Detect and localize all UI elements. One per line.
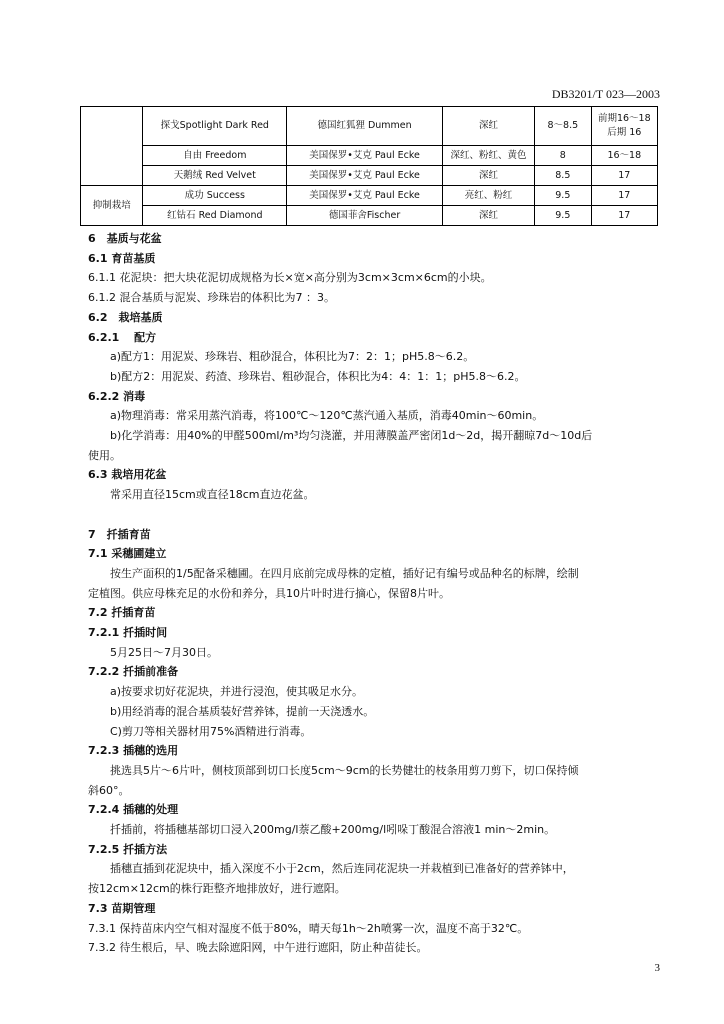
paragraph-line: 插穗直插到花泥块中，插入深度不小于2cm，然后连同花泥块一并栽植到已准备好的营养钵中，	[110, 862, 574, 876]
paragraph-line: a)按要求切好花泥块，并进行浸泡，使其吸足水分。	[110, 685, 364, 699]
breeder-cell: 美国保罗•艾克 Paul Ecke	[287, 146, 443, 166]
paragraph-line: 7.3.1 保持苗床内空气相对湿度不低于80%，晴天每1h～2h喷雾一次，温度不高于32℃。	[88, 921, 529, 935]
paragraph-line: 6.1.2 混合基质与泥炭、珍珠岩的体积比为7 ：3。	[88, 291, 335, 305]
period-cell: 17	[591, 166, 657, 186]
paragraph-line: 5月25日～7月30日。	[110, 645, 218, 659]
table-row	[81, 166, 658, 186]
variety-table	[80, 107, 658, 226]
ph-cell: 8	[535, 146, 592, 166]
paragraph-line: 常采用直径15cm或直径18cm直边花盆。	[110, 488, 315, 502]
color-cell: 深红	[442, 166, 534, 186]
breeder-cell: 美国保罗•艾克 Paul Ecke	[287, 186, 443, 206]
ph-cell: 9.5	[535, 186, 592, 206]
paragraph-line: 使用。	[88, 448, 121, 462]
paragraph-line: 6.1.1 花泥块：把大块花泥切成规格为长×宽×高分别为3cm×3cm×6cm的小块。	[88, 271, 492, 285]
section-heading: 7.2.5 扦插方法	[88, 842, 168, 856]
section-heading: 7.1 采穗圃建立	[88, 547, 167, 561]
section-heading: 6.3 栽培用花盆	[88, 468, 167, 482]
section-heading: 7.2.3 插穗的选用	[88, 744, 179, 758]
variety-name-cell: 红钻石 Red Diamond	[143, 206, 287, 226]
paragraph-line: b)化学消毒：用40%的甲醛500ml/m³均匀浇灌，并用薄膜盖严密闭1d～2d，揭开翻晾7d～10d后	[110, 429, 593, 443]
category-cell-empty	[81, 107, 143, 186]
section-heading: 7.2.2 扦插前准备	[88, 665, 179, 679]
standard-code: DB3201/T 023—2003	[551, 87, 660, 101]
period-cell: 17	[591, 206, 657, 226]
variety-name-cell: 探戈Spotlight Dark Red	[143, 107, 287, 146]
color-cell: 深红	[442, 206, 534, 226]
paragraph-line: 按生产面积的1/5配备采穗圃。在四月底前完成母株的定植，插好记有编号或品种名的标牌，绘制	[110, 566, 579, 580]
section-heading: 6.2.1 配方	[88, 330, 157, 344]
paragraph-line: 扦插前，将插穗基部切口浸入200mg/l萘乙酸+200mg/l吲哚丁酸混合溶液1 min～2min。	[110, 823, 556, 837]
section-heading: 7.2.4 插穗的处理	[88, 803, 179, 817]
period-line-2: 后期 16	[607, 127, 642, 138]
table-row	[81, 146, 658, 166]
table-row	[81, 206, 658, 226]
color-cell: 深红	[442, 107, 534, 146]
blank-line	[88, 505, 660, 525]
variety-name-cell: 天鹅绒 Red Velvet	[143, 166, 287, 186]
category-cell: 抑制栽培	[81, 186, 143, 226]
paragraph-line: C)剪刀等相关器材用75%酒精进行消毒。	[110, 724, 312, 738]
section-heading: 6.2 栽培基质	[88, 310, 163, 324]
paragraph-line: 按12cm×12cm的株行距整齐地排放好，进行遮阳。	[88, 882, 346, 896]
paragraph-line: 定植图。供应母株充足的水份和养分，具10片叶时进行摘心，保留8片叶。	[88, 586, 450, 600]
breeder-cell: 德国红狐狸 Dummen	[287, 107, 443, 146]
ph-cell: 8.5	[535, 166, 592, 186]
section-heading: 7.2.1 扦插时间	[88, 626, 168, 640]
document-body	[88, 229, 660, 958]
paragraph-line: 7.3.2 待生根后，早、晚去除遮阳网，中午进行遮阳，防止种苗徒长。	[88, 941, 428, 955]
paragraph-line: 斜60°。	[88, 783, 130, 797]
section-heading: 7 扦插育苗	[88, 527, 151, 541]
section-heading: 6.1 育苗基质	[88, 251, 156, 265]
period-cell	[591, 107, 657, 146]
color-cell: 亮红、粉红	[442, 186, 534, 206]
breeder-cell: 德国菲舍Fischer	[287, 206, 443, 226]
period-cell: 17	[591, 186, 657, 206]
breeder-cell: 美国保罗•艾克 Paul Ecke	[287, 166, 443, 186]
paragraph-line: a)配方1：用泥炭、珍珠岩、粗砂混合，体积比为7：2：1；pH5.8～6.2。	[110, 350, 475, 364]
page-number: 3	[654, 962, 660, 974]
section-heading: 7.2 扦插育苗	[88, 606, 156, 620]
paragraph-line: 挑选具5片～6片叶，侧枝顶部到切口长度5cm～9cm的长势健壮的枝条用剪刀剪下，切口保持倾	[110, 763, 579, 777]
paragraph-line: a)物理消毒：常采用蒸汽消毒，将100℃～120℃蒸汽通入基质，消毒40min～60min。	[110, 409, 544, 423]
period-cell: 16～18	[591, 146, 657, 166]
paragraph-line: b)配方2：用泥炭、药渣、珍珠岩、粗砂混合，体积比为4：4：1：1；pH5.8～6.2。	[110, 369, 526, 383]
table-row	[81, 186, 658, 206]
paragraph-line: b)用经消毒的混合基质装好营养钵，提前一天浇透水。	[110, 704, 375, 718]
variety-name-cell: 自由 Freedom	[143, 146, 287, 166]
table-row	[81, 107, 658, 146]
ph-cell: 8～8.5	[535, 107, 592, 146]
section-heading: 7.3 苗期管理	[88, 901, 156, 915]
variety-name-cell: 成功 Success	[143, 186, 287, 206]
period-line-1: 前期16～18	[597, 113, 651, 124]
color-cell: 深红、粉红、黄色	[442, 146, 534, 166]
section-heading: 6 基质与花盆	[88, 232, 162, 245]
section-heading: 6.2.2 消毒	[88, 389, 146, 403]
ph-cell: 9.5	[535, 206, 592, 226]
